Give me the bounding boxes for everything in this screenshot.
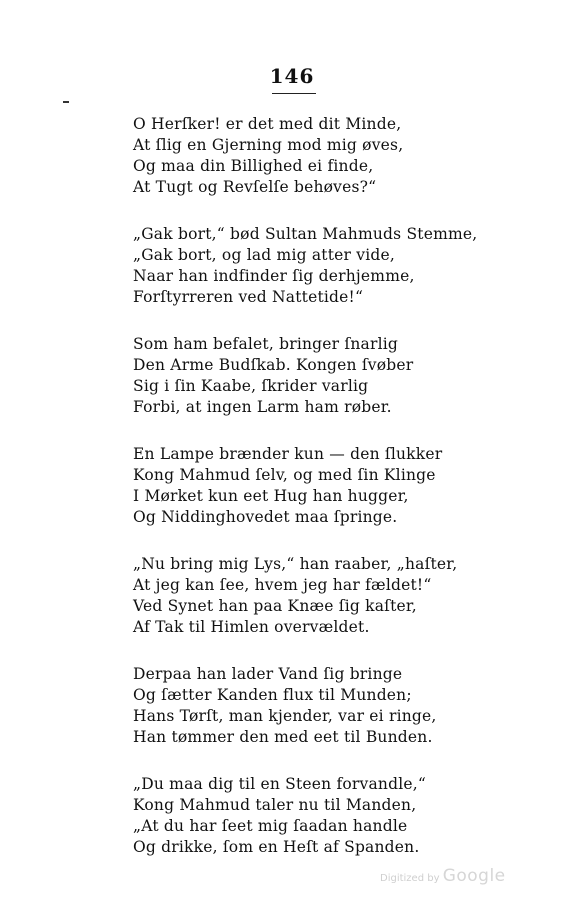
stanza-5 — [133, 554, 553, 638]
poem-line: „Du maa dig til en Steen forvandle,“ — [133, 775, 427, 793]
page-number-rule — [272, 93, 316, 94]
watermark-brand: Google — [442, 866, 506, 886]
page-number: 146 — [269, 64, 315, 88]
stanza-2 — [133, 224, 553, 308]
stanza-4 — [133, 444, 553, 528]
stanza-7 — [133, 774, 553, 858]
poem-line: Sig i ſin Kaabe, ſkrider varlig — [133, 377, 369, 395]
poem-line: „Gak bort,“ bød Sultan Mahmuds Stemme, — [133, 225, 478, 243]
poem-line: Ved Synet han paa Knæe ſig kaſter, — [133, 597, 417, 615]
poem-line: O Herſker! er det med dit Minde, — [133, 115, 402, 133]
poem-line: Han tømmer den med eet til Bunden. — [133, 728, 433, 746]
watermark-prefix: Digitized by — [380, 873, 440, 884]
poem-line: At ſlig en Gjerning mod mig øves, — [133, 136, 404, 154]
stanza-3 — [133, 334, 553, 418]
digitized-watermark — [380, 866, 506, 886]
poem-line: „Gak bort, og lad mig atter vide, — [133, 246, 395, 264]
poem — [133, 114, 553, 884]
poem-line: Den Arme Budſkab. Kongen ſvøber — [133, 356, 414, 374]
poem-line: I Mørket kun eet Hug han hugger, — [133, 487, 409, 505]
poem-line: Derpaa han lader Vand ſig bringe — [133, 665, 403, 683]
poem-line: Forſtyrreren ved Nattetide!“ — [133, 288, 364, 306]
poem-line: At jeg kan ſee, hvem jeg har fældet!“ — [133, 576, 432, 594]
stanza-1 — [133, 114, 553, 198]
poem-line: En Lampe brænder kun — den ſlukker — [133, 445, 443, 463]
stanza-6 — [133, 664, 553, 748]
poem-line: Af Tak til Himlen overvældet. — [133, 618, 370, 636]
poem-line: Som ham befalet, bringer ſnarlig — [133, 335, 399, 353]
poem-line: Naar han indfinder ſig derhjemme, — [133, 267, 415, 285]
poem-line: Og ſætter Kanden flux til Munden; — [133, 686, 412, 704]
poem-line: „Nu bring mig Lys,“ han raaber, „haſter, — [133, 555, 458, 573]
poem-line: Kong Mahmud taler nu til Manden, — [133, 796, 417, 814]
poem-line: Forbi, at ingen Larm ham røber. — [133, 398, 392, 416]
poem-line: Og maa din Billighed ei finde, — [133, 157, 374, 175]
margin-mark — [63, 101, 69, 103]
poem-line: Hans Tørſt, man kjender, var ei ringe, — [133, 707, 437, 725]
poem-line: Kong Mahmud ſelv, og med ſin Klinge — [133, 466, 436, 484]
poem-line: „At du har ſeet mig ſaadan handle — [133, 817, 408, 835]
poem-line: Og Niddinghovedet maa ſpringe. — [133, 508, 398, 526]
poem-line: Og drikke, ſom en Heſt af Spanden. — [133, 838, 420, 856]
poem-line: At Tugt og Revſelſe behøves?“ — [133, 178, 377, 196]
